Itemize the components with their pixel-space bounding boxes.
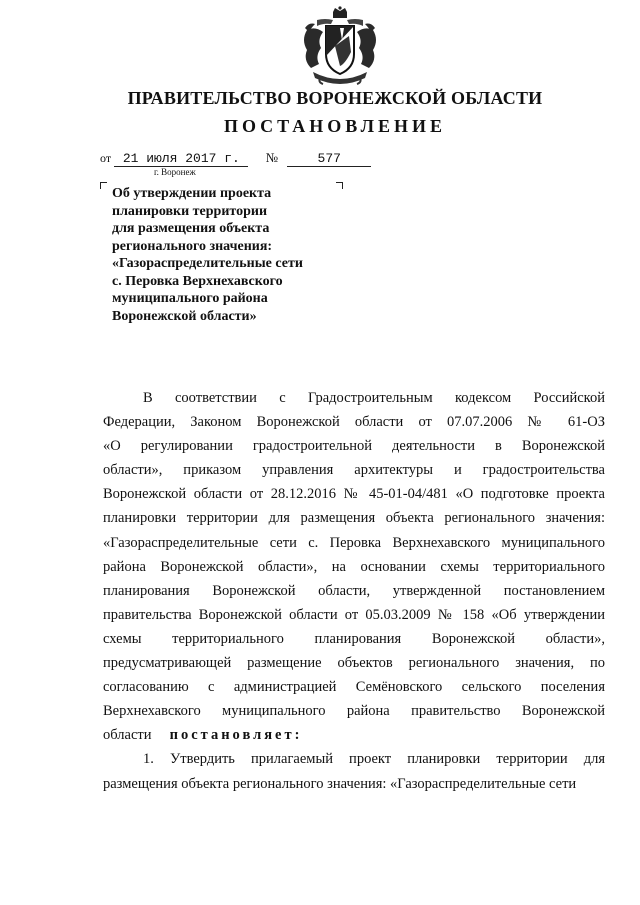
subject-line: регионального значения: bbox=[112, 238, 273, 254]
resolution-keyword: постановляет: bbox=[169, 727, 303, 744]
item-1-line: 1. Утвердить прилагаемый проект планировки территории для bbox=[143, 751, 605, 768]
city-label: г. Воронеж bbox=[154, 167, 196, 177]
body-line: правительства Воронежской области от 05.03.2009 № 158 «Об утверждении bbox=[103, 606, 605, 623]
body-line: «Газораспределительные сети с. Перовка Верхнехавского муниципального bbox=[103, 534, 605, 551]
subject-corner-left bbox=[100, 182, 107, 189]
government-title: ПРАВИТЕЛЬСТВО ВОРОНЕЖСКОЙ ОБЛАСТИ bbox=[127, 88, 543, 108]
body-line: Воронежской области от 28.12.2016 № 45-01-04/481 «О подготовке проекта bbox=[103, 486, 605, 503]
resolution-prefix: области bbox=[103, 727, 152, 744]
body-line: планирования Воронежской области, утвержденной постановлением bbox=[103, 582, 605, 599]
date-prefix: от bbox=[100, 151, 112, 165]
subject-line: для размещения объекта bbox=[112, 221, 270, 236]
subject-line: «Газораспределительные сети bbox=[112, 256, 303, 271]
body-line: Верхнехавского муниципального района правительство Воронежской bbox=[103, 703, 605, 720]
document-number: 577 bbox=[287, 152, 371, 167]
subject-line: Воронежской области» bbox=[112, 308, 257, 324]
document-body bbox=[103, 386, 605, 796]
body-line-resolution bbox=[103, 723, 605, 747]
body-line: области», приказом управления архитектуры и градостроительства bbox=[103, 462, 605, 479]
date-number-line bbox=[100, 150, 371, 167]
body-line: предусматривающей размещение объектов регионального значения, по bbox=[103, 655, 605, 672]
body-line: В соответствии с Градостроительным кодексом Российской bbox=[143, 390, 605, 406]
document-type-heading: ПОСТАНОВЛЕНИЕ bbox=[223, 116, 447, 136]
body-line: схемы территориального планирования Воронежской области», bbox=[103, 630, 605, 647]
number-prefix: № bbox=[265, 150, 278, 165]
subject-line: Об утверждении проекта bbox=[112, 186, 272, 201]
body-line: «О регулировании градостроительной деятельности в Воронежской bbox=[103, 438, 605, 455]
document-subject bbox=[112, 185, 342, 325]
body-line: согласованию с администрацией Семёновского сельского поселения bbox=[103, 679, 605, 696]
subject-line: муниципального района bbox=[112, 291, 268, 306]
subject-line: планировки территории bbox=[112, 203, 268, 219]
document-date: 21 июля 2017 г. bbox=[114, 152, 248, 167]
coat-of-arms-emblem bbox=[295, 6, 385, 90]
item-1-line: размещения объекта регионального значения: «Газораспределительные сети bbox=[103, 775, 577, 792]
subject-line: с. Перовка Верхнехавского bbox=[112, 273, 283, 289]
body-line: Федерации, Законом Воронежской области от 07.07.2006 № 61-ОЗ bbox=[103, 414, 605, 431]
body-line: планировки территории для размещения объекта регионального значения: bbox=[103, 510, 605, 527]
body-line: района Воронежской области», на основании схемы территориального bbox=[103, 558, 605, 575]
